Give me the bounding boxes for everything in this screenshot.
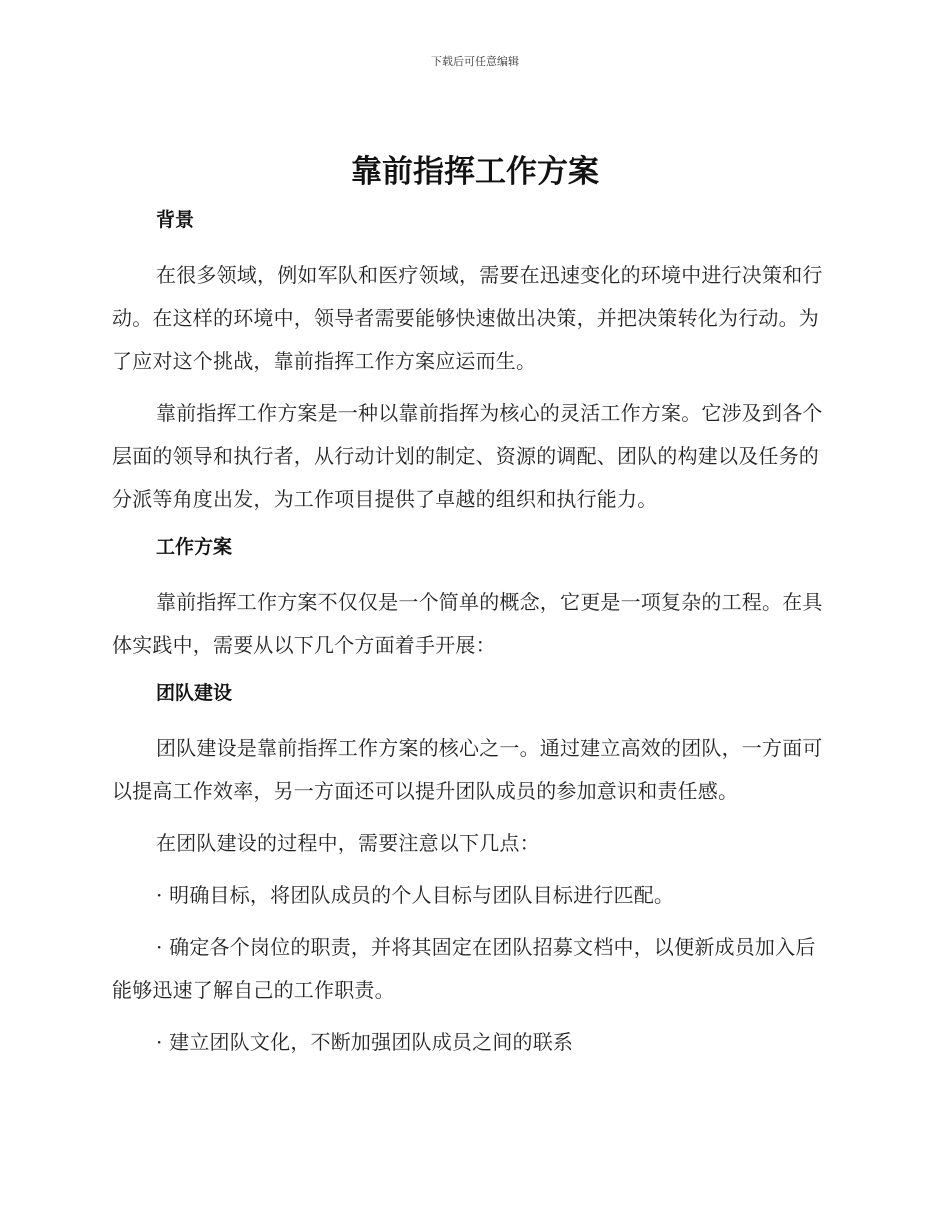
team-building-bullet-1: · 明确目标，将团队成员的个人目标与团队目标进行匹配。 bbox=[156, 883, 675, 907]
background-paragraph-2: 靠前指挥工作方案是一种以靠前指挥为核心的灵活工作方案。它涉及到各个层面的领导和执行者，从行动计划的制定、资源的调配、团队的构建以及任务的分派等角度出发，为工作项目提供了卓越的组织和执行能力。 bbox=[112, 401, 823, 511]
section-heading-background: 背景 bbox=[156, 209, 195, 231]
document-title: 靠前指挥工作方案 bbox=[351, 154, 599, 190]
team-building-bullet-2: · 确定各个岗位的职责，并将其固定在团队招募文档中，以便新成员加入后能够迅速了解自己的工作职责。 bbox=[112, 935, 816, 1002]
section-heading-work-plan: 工作方案 bbox=[156, 536, 233, 558]
team-building-bullet-3: · 建立团队文化，不断加强团队成员之间的联系 bbox=[156, 1030, 574, 1054]
background-paragraph-1: 在很多领域，例如军队和医疗领域，需要在迅速变化的环境中进行决策和行动。在这样的环境中，领导者需要能够快速做出决策，并把决策转化为行动。为了应对这个挑战，靠前指挥工作方案应运而生。 bbox=[112, 263, 823, 373]
team-building-paragraph-1: 团队建设是靠前指挥工作方案的核心之一。通过建立高效的团队，一方面可以提高工作效率，另一方面还可以提升团队成员的参加意识和责任感。 bbox=[112, 736, 823, 803]
document-body bbox=[112, 203, 832, 1073]
team-building-paragraph-2: 在团队建设的过程中，需要注意以下几点： bbox=[156, 831, 540, 855]
section-heading-team-building: 团队建设 bbox=[156, 682, 233, 704]
work-plan-paragraph-1: 靠前指挥工作方案不仅仅是一个简单的概念，它更是一项复杂的工程。在具体实践中，需要从以下几个方面着手开展： bbox=[112, 590, 823, 657]
page-header-note: 下载后可任意编辑 bbox=[431, 55, 519, 68]
